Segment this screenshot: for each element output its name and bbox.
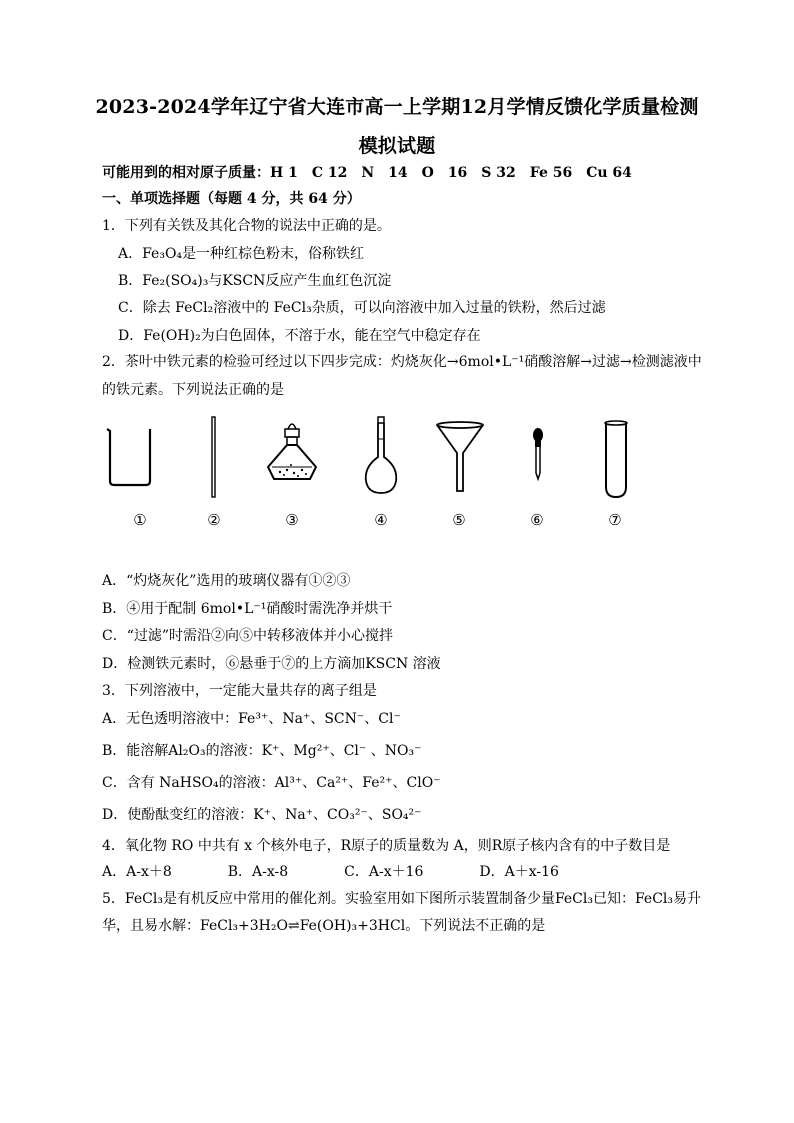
label-7: ⑦ xyxy=(608,511,622,529)
q1-option-d: D．Fe(OH)₂为白色固体，不溶于水，能在空气中稳定存在 xyxy=(118,328,481,344)
q2-option-d: D．检测铁元素时，⑥悬垂于⑦的上方滴加KSCN 溶液 xyxy=(102,656,441,672)
label-6: ⑥ xyxy=(530,511,544,529)
exam-title: 2023-2024学年辽宁省大连市高一上学期12月学情反馈化学质量检测 xyxy=(95,96,699,118)
dropper-apparatus xyxy=(508,415,568,505)
q4-options: A．A-x＋8 B．A-x-8 C．A-x＋16 D．A＋x-16 xyxy=(102,864,559,880)
label-3: ③ xyxy=(285,511,299,529)
q2-stem-line1: 2．茶叶中铁元素的检验可经过以下四步完成：灼烧灰化→6mol•L⁻¹硝酸溶解→过滤→检测滤液中 xyxy=(102,354,702,370)
atomic-masses: 可能用到的相对原子质量：H 1 C 12 N 14 O 16 S 32 Fe 56 Cu 64 xyxy=(102,165,632,181)
q3-option-a: A．无色透明溶液中：Fe³⁺、Na⁺、SCN⁻、Cl⁻ xyxy=(102,711,401,727)
label-5: ⑤ xyxy=(452,511,466,529)
volumetric-flask-apparatus xyxy=(352,415,412,505)
q2-option-c: C．“过滤”时需沿②向⑤中转移液体并小心搅拌 xyxy=(102,628,394,644)
q2-stem-line2: 的铁元素。下列说法正确的是 xyxy=(102,382,284,398)
q3-option-c: C．含有 NaHSO₄的溶液：Al³⁺、Ca²⁺、Fe²⁺、ClO⁻ xyxy=(102,775,441,791)
q3-option-b: B．能溶解Al₂O₃的溶液：K⁺、Mg²⁺、Cl⁻ 、NO₃⁻ xyxy=(102,743,422,759)
label-2: ② xyxy=(207,511,221,529)
q5-stem-line2: 华，且易水解：FeCl₃+3H₂O⇌Fe(OH)₃+3HCl。下列说法不正确的是 xyxy=(102,918,546,934)
q1-option-c: C．除去 FeCl₂溶液中的 FeCl₃杂质，可以向溶液中加入过量的铁粉，然后过滤 xyxy=(118,300,606,316)
label-1: ① xyxy=(133,511,147,529)
test-tube-apparatus xyxy=(586,415,646,505)
q5-stem-line1: 5．FeCl₃是有机反应中常用的催化剂。实验室用如下图所示装置制备少量FeCl₃已知：FeCl₃易升 xyxy=(102,891,702,907)
label-4: ④ xyxy=(374,511,388,529)
q3-option-d: D．使酚酞变红的溶液：K⁺、Na⁺、CO₃²⁻、SO₄²⁻ xyxy=(102,807,422,823)
q2-option-b: B．④用于配制 6mol•L⁻¹硝酸时需洗净并烘干 xyxy=(102,601,393,617)
glass-rod-apparatus xyxy=(184,415,244,505)
beaker-apparatus xyxy=(100,415,160,505)
funnel-apparatus xyxy=(430,415,490,505)
q1-option-b: B．Fe₂(SO₄)₃与KSCN反应产生血红色沉淀 xyxy=(118,273,392,289)
alcohol-lamp-apparatus xyxy=(262,415,322,505)
q3-stem: 3．下列溶液中，一定能大量共存的离子组是 xyxy=(102,683,377,699)
apparatus-figure xyxy=(100,415,690,535)
q1-stem: 1．下列有关铁及其化合物的说法中正确的是。 xyxy=(102,218,391,234)
q4-stem: 4．氧化物 RO 中共有 x 个核外电子，R原子的质量数为 A，则R原子核内含有的中子数目是 xyxy=(102,838,671,854)
q2-option-a: A．“灼烧灰化”选用的玻璃仪器有①②③ xyxy=(102,573,351,589)
exam-subtitle: 模拟试题 xyxy=(358,135,436,157)
q1-option-a: A．Fe₃O₄是一种红棕色粉末，俗称铁红 xyxy=(118,246,365,262)
section-heading: 一、单项选择题（每题 4 分，共 64 分） xyxy=(102,191,361,207)
